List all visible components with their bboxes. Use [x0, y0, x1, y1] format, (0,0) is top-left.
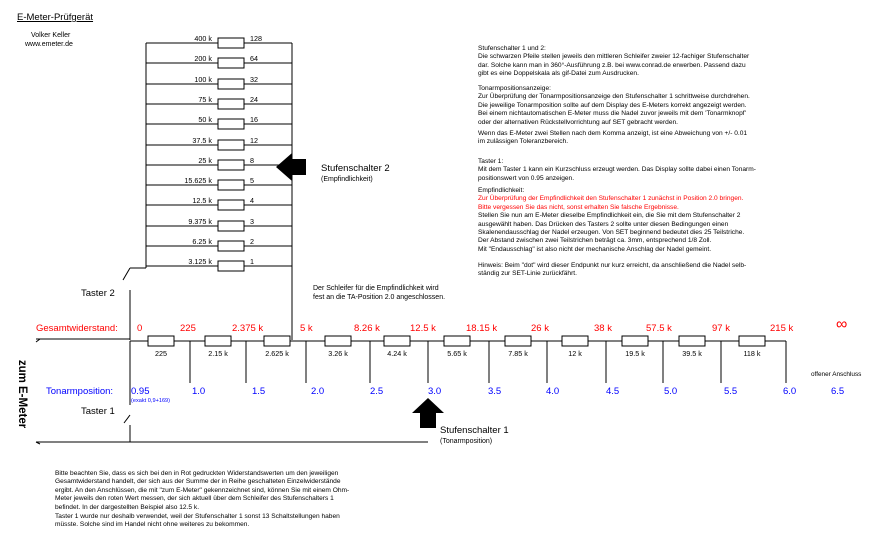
series-resistor-label: 12 k	[568, 349, 582, 358]
ladder-resistance-label: 6.25 k	[192, 237, 212, 246]
ladder-resistance-label: 15.625 k	[184, 176, 212, 185]
ladder-step-label: 64	[250, 54, 258, 63]
ladder-step-label: 2	[250, 237, 254, 246]
gesamt-value: 57.5 k	[646, 323, 672, 334]
gesamt-label: Gesamtwiderstand:	[36, 323, 118, 334]
tonarm-value: 6.5	[831, 386, 845, 397]
notes-switches	[478, 45, 749, 79]
gesamt-value: 97 k	[712, 323, 730, 334]
taster1-contact	[124, 415, 130, 423]
ladder-resistor	[218, 38, 244, 48]
gesamt-value: 225	[180, 323, 196, 334]
notes-komma-line: im zulässigen Toleranzbereich.	[478, 138, 569, 146]
notes-switch-title: Stufenschalter 1 und 2:	[478, 45, 546, 52]
notes-bottom-line: Bitte beachten Sie, dass es sich bei den in Rot gedruckten Widerstandswerten um den jeweiligen	[55, 470, 339, 477]
notes-bottom-line: befindet. In der dargestellten Beispiel also 12.5 k.	[55, 503, 200, 511]
series-resistor	[622, 336, 648, 346]
ladder-resistance-label: 12.5 k	[192, 196, 212, 205]
series-resistor-label: 39.5 k	[682, 349, 702, 358]
wiper-note-line1: Der Schleifer für die Empfindlichkeit wird	[313, 285, 439, 292]
notes-hinweis	[478, 262, 746, 279]
switch2-arrow	[276, 153, 306, 181]
tonarm-label: Tonarmposition:	[46, 386, 114, 397]
series-resistor-label: 225	[155, 349, 167, 358]
notes-tonarm-line: Bei einem nichtautomatischen E-Meter muss die Nadel zuvor jeweils mit dem 'Tonarmknopf'	[478, 110, 746, 118]
series-resistor	[679, 336, 705, 346]
gesamt-value: 8.26 k	[354, 323, 380, 334]
switch1-subtitle: (Tonarmposition)	[440, 438, 493, 445]
series-resistor-label: 4.24 k	[387, 349, 407, 358]
notes-empf-line: Der Abstand zwischen zwei Teilstrichen beträgt ca. 3mm, entsprechend 1/8 Zoll.	[478, 237, 712, 245]
notes-hinweis-line: ständig zur SET-Linie zurückfährt.	[478, 270, 577, 278]
gesamt-value: 18.15 k	[466, 323, 498, 334]
ladder-resistance-label: 50 k	[198, 115, 212, 124]
tonarm-value: 2.0	[311, 386, 325, 397]
open-connection-label: offener Anschluss	[811, 371, 862, 378]
ladder-step-label: 16	[250, 115, 258, 124]
ladder-resistance-label: 200 k	[194, 54, 212, 63]
series-resistor	[264, 336, 290, 346]
series-resistor	[205, 336, 231, 346]
notes-bottom-line: Gesamtwiderstand handelt, der sich aus der Summe der in Reihe geschalteten Einzelwiderstände	[55, 478, 341, 486]
ladder-step-label: 3	[250, 217, 254, 226]
ladder-resistance-label: 37.5 k	[192, 136, 212, 145]
page-title: E-Meter-Prüfgerät	[17, 12, 94, 23]
notes-bottom	[55, 470, 349, 512]
ladder-resistor	[218, 99, 244, 109]
ladder-resistor	[218, 180, 244, 190]
series-resistor	[562, 336, 588, 346]
ladder-resistance-label: 100 k	[194, 75, 212, 84]
tonarm-value: 6.0	[783, 386, 797, 397]
tonarm-value: 1.0	[192, 386, 206, 397]
series-resistor	[505, 336, 531, 346]
notes-bottom2-line: Taster 1 wurde nur deshalb verwendet, weil der Stufenschalter 1 sonst 13 Schaltstellungen haben	[55, 513, 340, 520]
series-resistor	[444, 336, 470, 346]
gesamt-value: 26 k	[531, 323, 549, 334]
notes-empf-red-line: Bitte vergessen Sie das nicht, sonst erhalten Sie falsche Ergebnisse.	[478, 203, 679, 211]
tonarm-value: 3.5	[488, 386, 502, 397]
tonarm-value: 5.0	[664, 386, 678, 397]
ladder-resistor	[218, 200, 244, 210]
notes-switch-line: gibt es eine Doppelskala als gif-Datei zum Ausdrucken.	[478, 70, 639, 78]
ladder-resistor	[218, 241, 244, 251]
gesamt-value: 2.375 k	[232, 323, 264, 334]
notes-bottom-line: Meter jeweils den roten Wert messen, der sich aktuell über dem Schleifer des Stufenschalters 1	[55, 495, 334, 503]
ladder-resistance-label: 9.375 k	[188, 217, 212, 226]
ladder-resistance-label: 400 k	[194, 34, 212, 43]
gesamt-value: 0	[137, 323, 143, 334]
notes-taster1	[478, 158, 756, 183]
gesamt-value: 38 k	[594, 323, 612, 334]
ladder-resistor	[218, 160, 244, 170]
notes-tonarm-line: Die jeweilige Tonarmposition sollte auf dem Display des E-Meters korrekt angezeigt werden.	[478, 101, 747, 109]
switch2-subtitle: (Empfindlichkeit)	[321, 176, 373, 183]
series-resistor	[325, 336, 351, 346]
notes-tonarm-line: oder der alternativen Rückstellvorrichtung auf SET gebracht werden.	[478, 118, 678, 126]
series-resistor-label: 3.26 k	[328, 349, 348, 358]
series-resistor-label: 2.15 k	[208, 349, 228, 358]
notes-taster1-title: Taster 1:	[478, 158, 504, 165]
tonarm-value: 4.5	[606, 386, 620, 397]
ladder-resistor	[218, 221, 244, 231]
wiper-note-line2: fest an die TA-Position 2.0 angeschlossen.	[313, 294, 446, 301]
notes-komma-line: Wenn das E-Meter zwei Stellen nach dem Komma anzeigt, ist eine Abweichung von +/- 0.01	[478, 130, 748, 137]
tonarm-value: 4.0	[546, 386, 560, 397]
notes-komma	[478, 130, 747, 147]
switch1-title: Stufenschalter 1	[440, 425, 509, 436]
notes-bottom-2	[55, 513, 340, 530]
taster2-contact	[123, 268, 130, 280]
notes-empf-title: Empfindlichkeit:	[478, 187, 525, 194]
tonarm-value: 0.95	[131, 386, 150, 397]
tonarm-exact-note: (exakt 0,9+169)	[131, 398, 171, 404]
notes-hinweis-line: Hinweis: Beim "dot" wird dieser Endpunkt nur kurz erreicht, da anschließend die Nadel selb-	[478, 262, 747, 269]
notes-taster1-line: positionswert von 0.95 anzeigen.	[478, 174, 575, 182]
ladder-step-label: 32	[250, 75, 258, 84]
website: www.emeter.de	[25, 41, 73, 48]
series-resistor-label: 2.625 k	[265, 349, 289, 358]
series-resistor-label: 118 k	[743, 349, 761, 358]
notes-switch-line: Die schwarzen Pfeile stellen jeweils den mittleren Schleifer zweier 12-fachiger Stufenschalter	[478, 53, 750, 61]
notes-tonarm	[478, 85, 750, 127]
ladder-resistor	[218, 140, 244, 150]
side-label: zum E-Meter	[16, 359, 28, 429]
ladder-step-label: 1	[250, 257, 254, 266]
ladder-step-label: 128	[250, 34, 262, 43]
ladder-resistance-label: 25 k	[198, 156, 212, 165]
notes-empfindlichkeit	[478, 187, 744, 254]
side-label-container	[12, 358, 34, 438]
notes-tonarm-title: Tonarmpositionsanzeige:	[478, 85, 551, 92]
switch2-title: Stufenschalter 2	[321, 163, 390, 174]
series-resistor	[148, 336, 174, 346]
ladder-step-label: 4	[250, 196, 254, 205]
gesamt-value: ∞	[836, 316, 848, 333]
series-resistor	[384, 336, 410, 346]
notes-bottom2-line: müsste. Solche sind im Handel nicht ohne weiteres zu bekommen.	[55, 521, 250, 529]
gesamt-value: 5 k	[300, 323, 313, 334]
switch1-arrow	[412, 398, 444, 428]
tonarm-value: 1.5	[252, 386, 266, 397]
notes-empf-line: Skalenendausschlag der Nadel erzeugen. Von SET beginnend bedeutet dies 25 Teilstriche.	[478, 229, 745, 237]
notes-empf-red-line: Zur Überprüfung der Empfindlichkeit den Stufenschalter 1 zunächst in Position 2.0 bringen.	[478, 195, 744, 203]
gesamt-value: 215 k	[770, 323, 794, 334]
ladder-resistor	[218, 79, 244, 89]
ladder-step-label: 5	[250, 176, 254, 185]
notes-bottom-line: ergibt. An den Anschlüssen, die mit "zum E-Meter" gekennzeichnet sind, können Sie mit einem Ohm-	[55, 486, 350, 494]
ladder-resistance-label: 75 k	[198, 95, 212, 104]
series-resistor-label: 7.85 k	[508, 349, 528, 358]
gesamt-value: 12.5 k	[410, 323, 436, 334]
notes-empf-line: Stellen Sie nun am E-Meter dieselbe Empfindlichkeit ein, die Sie mit dem Stufenschalter 2	[478, 212, 741, 220]
taster2-label: Taster 2	[81, 288, 115, 299]
notes-tonarm-line: Zur Überprüfung der Tonarmpositionsanzeige den Stufenschalter 1 schrittweise durchdrehen.	[478, 93, 750, 101]
notes-empf-line: ausgewählt haben. Das Drücken des Tasters 2 sollte unter diesen Bedingungen einen	[478, 220, 729, 228]
notes-taster1-line: Mit dem Taster 1 kann ein Kurzschluss erzeugt werden. Das Display sollte dabei einen Tonarm-	[478, 166, 756, 174]
tonarm-value: 2.5	[370, 386, 384, 397]
series-resistor	[739, 336, 765, 346]
ladder-resistance-label: 3.125 k	[188, 257, 212, 266]
author: Volker Keller	[31, 32, 71, 39]
tonarm-value: 5.5	[724, 386, 738, 397]
ladder-resistor	[218, 119, 244, 129]
notes-empf-line: Mit "Endausschlag" ist also nicht der mechanische Anschlag der Nadel gemeint.	[478, 245, 712, 253]
ladder-resistor	[218, 261, 244, 271]
taster1-label: Taster 1	[81, 406, 115, 417]
series-resistor-label: 5.65 k	[447, 349, 467, 358]
series-resistor-label: 19.5 k	[625, 349, 645, 358]
ladder-step-label: 12	[250, 136, 258, 145]
ladder-step-label: 24	[250, 95, 258, 104]
notes-switch-line: dar. Solche kann man in 360°-Ausführung z.B. bei www.conrad.de erwerben. Passend dazu	[478, 61, 746, 69]
ladder-step-label: 8	[250, 156, 254, 165]
ladder-resistor	[218, 58, 244, 68]
tonarm-value: 3.0	[428, 386, 442, 397]
